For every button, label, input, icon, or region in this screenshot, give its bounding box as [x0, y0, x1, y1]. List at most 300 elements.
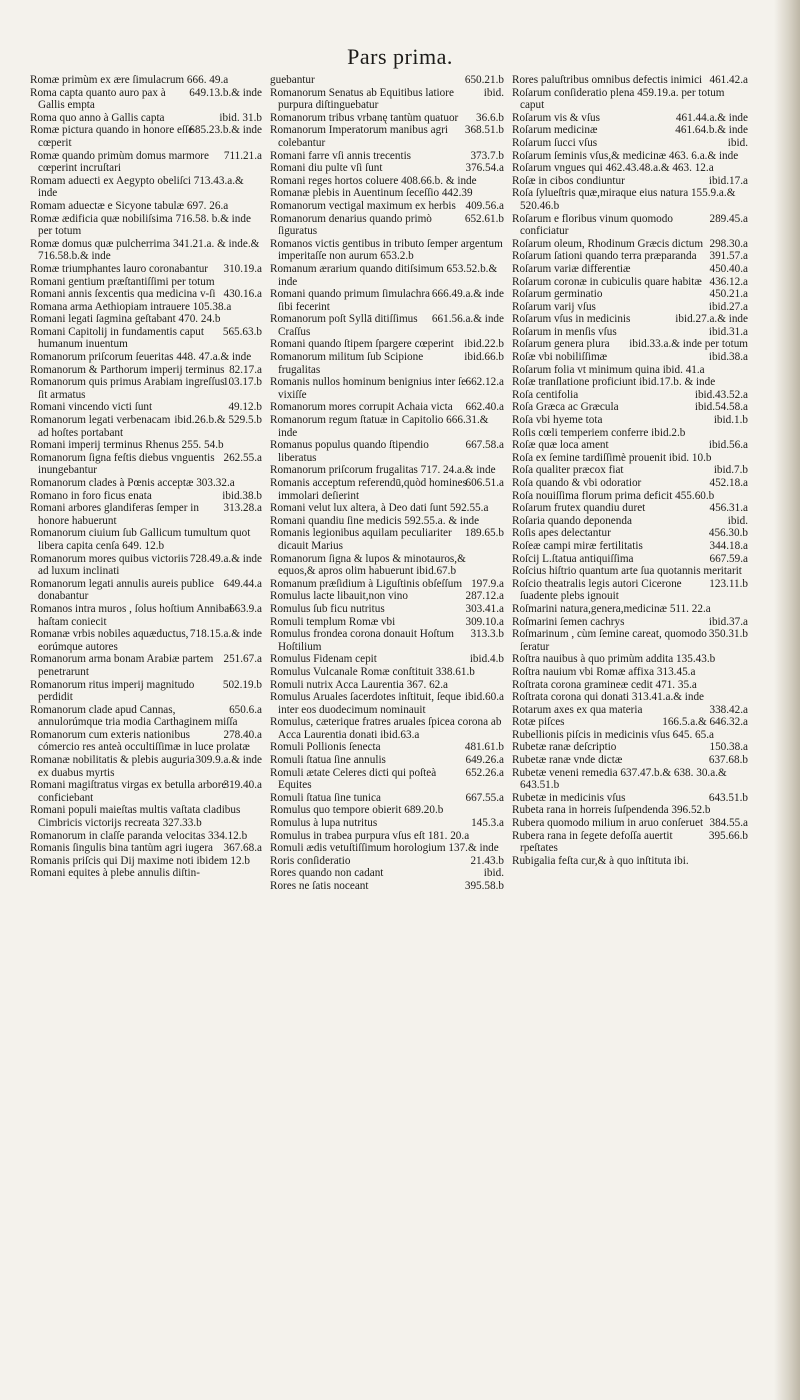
index-entry-text: Roſarum coronæ in cubiculis quare habitæ	[512, 275, 702, 288]
index-entry-text: Romulus ſub ficu nutritus	[270, 602, 385, 615]
index-entry-text: Romuli ædis vetuſtiſſimum horologium 137.& inde	[270, 842, 499, 855]
index-entry-reference: ibid.43.52.a	[694, 388, 748, 401]
index-entry-text: Roſarum ſationi quando terra præparanda	[512, 250, 697, 263]
index-entry-text: Romanis legionibus aquilam peculiariter dicauit Marius	[270, 527, 452, 552]
index-entry	[512, 691, 748, 704]
index-entry-text: Rubetæ ranæ deſcriptio	[512, 741, 617, 754]
index-entry-text: Romanorum denarius quando primò ſiguratus	[270, 212, 432, 238]
index-entry-reference: 310.19.a	[223, 262, 262, 275]
index-entry-text: Roſarum in menſis vſus	[512, 325, 617, 338]
index-entry-reference: 450.40.a	[709, 262, 748, 275]
index-entry-text: Romæ triumphantes lauro coronabantur	[30, 262, 209, 275]
index-entry	[512, 540, 748, 553]
index-entry-reference: ibid.38.a	[708, 351, 748, 364]
index-entry	[512, 187, 748, 212]
index-entry	[270, 150, 504, 163]
index-entry-reference: ibid.	[483, 86, 504, 99]
index-column-1	[30, 74, 262, 1394]
index-entry	[270, 616, 504, 629]
index-entry	[30, 704, 262, 729]
index-entry	[270, 578, 504, 591]
index-entry-reference: 395.58.b	[464, 880, 504, 892]
index-entry	[30, 351, 262, 364]
index-entry	[270, 842, 504, 855]
index-entry	[512, 553, 748, 566]
index-entry-reference: ibid.	[727, 514, 748, 527]
index-entry-text: Roſa Græca ac Græcula	[512, 401, 619, 414]
index-entry-text: Rubeta rana in horreis ſuſpendenda 396.52.b	[512, 804, 711, 817]
index-entry-text: Roſarum e floribus vinum quomodo conficiatur	[512, 212, 673, 238]
index-entry-text: Romanorum Imperatorum manibus agri colebantur	[270, 124, 449, 149]
index-entry	[270, 855, 504, 868]
index-entry-text: Romuli nutrix Acca Laurentia 367. 62.a	[270, 678, 449, 691]
index-entry	[512, 716, 748, 729]
index-entry	[270, 628, 504, 653]
index-entry	[512, 427, 748, 440]
index-entry-text: Romani imperij terminus Rhenus 255. 54.b	[30, 439, 224, 452]
index-entry	[512, 74, 748, 87]
index-entry-text: Roſtrata corona gramineæ cedit 471. 35.a	[512, 678, 697, 691]
index-entry	[30, 414, 262, 439]
index-entry	[512, 855, 748, 868]
index-entry-reference: ibid.27.a.& inde	[675, 313, 748, 326]
index-entry-reference: 338.42.a	[709, 703, 748, 716]
index-entry	[30, 804, 262, 829]
index-entry-text: Rubera rana in ſegete defoſſa auertit rpeſtates	[512, 829, 673, 855]
index-entry-text: Romani reges hortos coluere 408.66.b. & inde	[270, 174, 477, 187]
index-entry-reference: 452.18.a	[709, 477, 748, 489]
index-entry-text: Roſmarini ſemen cachrys	[512, 615, 625, 628]
index-entry-text: Rubetæ ranæ vnde dictæ	[512, 754, 623, 767]
index-entry-reference: 667.58.a	[465, 439, 504, 452]
index-entry-text: Romuli ſtatua ſine annulis	[270, 754, 386, 767]
index-entry-reference: 649.44.a	[223, 577, 262, 590]
index-entry-text: Romæ quando primùm domus marmore cœperint incruſtari	[30, 149, 209, 175]
index-entry-text: Romanorum priſcorum ſeueritas 448. 47.a.& inde	[30, 351, 252, 364]
index-entry-text: Romani velut lux altera, à Deo dati ſunt 592.55.a	[270, 502, 489, 515]
index-entry-reference: 145.3.a	[471, 817, 504, 830]
index-entry-reference: 456.30.b	[708, 527, 748, 540]
index-entry	[30, 628, 262, 653]
index-entry-text: Roſa qualiter præcox fiat	[512, 464, 624, 477]
index-entry-reference: 649.26.a	[465, 754, 504, 767]
index-entry-reference: 313.3.b	[470, 628, 504, 641]
index-entry	[512, 830, 748, 855]
index-entry-text: Romanos intra muros , ſolus hoſtium Annibal haſtam coniecit	[30, 602, 233, 628]
index-entry-text: Roſarum frutex quandiu duret	[512, 502, 646, 515]
index-entry-text: Romanos victis gentibus in tributo ſemper argentum imperitaſſe non aurum 653.2.b	[270, 237, 503, 263]
index-entry-reference: 606.51.a	[465, 477, 504, 489]
index-entry	[270, 527, 504, 552]
index-entry	[270, 767, 504, 792]
index-entry	[30, 653, 262, 678]
index-entry	[30, 490, 262, 503]
index-entry	[512, 464, 748, 477]
index-entry-reference: ibid.66.b	[464, 351, 504, 364]
index-entry-reference: 450.21.a	[709, 288, 748, 301]
index-entry	[512, 439, 748, 452]
index-entry-text: Roſtra nauium vbi Romæ affixa 313.45.a	[512, 665, 696, 678]
index-entry-reference: 395.66.b	[708, 829, 748, 842]
index-entry	[512, 238, 748, 251]
index-entry-reference: 303.41.a	[465, 602, 504, 615]
index-entry-reference: 409.56.a	[465, 199, 504, 212]
index-entry	[30, 124, 262, 149]
index-entry-text: Romanæ plebis in Auentinum ſeceſſio 442.39	[270, 187, 473, 200]
index-entry	[30, 729, 262, 754]
index-entry-text: Roſa centifolia	[512, 388, 579, 401]
index-entry	[30, 301, 262, 314]
index-entry	[512, 124, 748, 137]
index-entry-reference: 197.9.a	[471, 577, 504, 590]
index-entry-text: Romanæ vrbis nobiles aquæductus, eorúmque autores	[30, 628, 189, 653]
index-entry	[512, 565, 748, 578]
index-entry	[512, 477, 748, 490]
index-entry-text: guebantur	[270, 74, 315, 86]
index-entry	[270, 238, 504, 263]
index-entry-reference: ibid.	[727, 136, 748, 149]
index-entry	[512, 754, 748, 767]
index-entry-reference: ibid.56.a	[708, 439, 748, 452]
index-entry	[270, 679, 504, 692]
index-entry-text: Roſarum vngues qui 462.43.48.a.& 463. 12.a	[512, 162, 714, 175]
index-entry	[30, 842, 262, 855]
index-entry	[270, 515, 504, 528]
index-entry-reference: 461.44.a.& inde	[675, 111, 748, 124]
index-entry-text: Rubetæ in medicinis vſus	[512, 791, 626, 804]
index-entry	[512, 792, 748, 805]
index-entry	[30, 313, 262, 326]
index-entry	[270, 880, 504, 893]
index-entry-text: Roma quo anno à Gallis capta	[30, 111, 165, 124]
index-entry-text: Romanorum clade apud Cannas, annulorúmque tria modia Carthaginem miſſa	[30, 703, 238, 729]
index-entry-text: Romanis nullos hominum benignius inter ſe vixiſſe	[270, 376, 467, 401]
index-entry	[270, 867, 504, 880]
index-entry-reference: 21.43.b	[470, 854, 504, 867]
index-entry-text: Roſarum variæ differentiæ	[512, 262, 631, 275]
index-entry	[512, 578, 748, 603]
index-entry-text: Romulus, cæterique fratres aruales ſpicea corona ab Acca Laurentia donati ibid.63.a	[270, 716, 502, 741]
index-entry-text: Roſarum oleum, Rhodinum Græcis dictum	[512, 237, 704, 250]
index-entry	[512, 527, 748, 540]
index-entry-text: Romanorum regum ſtatuæ in Capitolio 666.31.& inde	[270, 414, 489, 439]
index-entry	[270, 691, 504, 716]
index-entry	[30, 452, 262, 477]
index-entry-text: Romanorum legati annulis aureis publice donabantur	[30, 577, 214, 603]
index-entry-reference: 661.56.a.& inde	[431, 313, 504, 326]
index-entry	[512, 150, 748, 163]
index-entry-text: Romanorum poſt Syllā ditiſſimus Craſſus	[270, 313, 418, 338]
index-entry-text: Romanorum ritus imperij magnitudo perdidit	[30, 678, 195, 704]
index-entry-text: Romanorum vectigal maximum ex herbis	[270, 199, 456, 212]
index-entry	[512, 376, 748, 389]
index-entry	[512, 301, 748, 314]
index-entry	[30, 238, 262, 263]
index-entry-reference: 565.63.b	[222, 325, 262, 338]
index-entry	[30, 578, 262, 603]
index-entry-reference: 309.10.a	[465, 615, 504, 628]
index-entry-text: Romam aduecti ex Aegypto obeliſci 713.43.a.& inde	[30, 174, 244, 200]
index-entry-text: Romanorum ciuium ſub Gallicum tumultum quot libera capita cenſa 649. 12.b	[30, 527, 251, 552]
index-entry-text: Roſcij L.ſtatua antiquiſſima	[512, 552, 634, 565]
index-entry	[270, 112, 504, 125]
index-entry	[270, 830, 504, 843]
index-entry-reference: 650.6.a	[229, 703, 262, 716]
index-entry	[512, 502, 748, 515]
index-entry	[30, 855, 262, 868]
index-entry	[270, 124, 504, 149]
index-entry-reference: 461.42.a	[709, 74, 748, 86]
index-entry	[512, 389, 748, 402]
index-entry-reference: ibid.27.a	[708, 300, 748, 313]
index-entry	[512, 653, 748, 666]
index-entry	[30, 867, 262, 880]
index-entry-text: Roſa quando & vbi odoratior	[512, 477, 642, 489]
index-entry-text: Romanorum cum exteris nationibus cómercio res anteà occultiſſimæ in luce prolatæ	[30, 728, 250, 754]
index-entry	[270, 74, 504, 87]
index-entry-reference: 650.21.b	[464, 74, 504, 86]
index-entry-reference: 502.19.b	[222, 678, 262, 691]
index-entry-reference: 36.6.b	[476, 111, 504, 124]
index-entry	[512, 213, 748, 238]
index-entry	[270, 351, 504, 376]
index-entry	[512, 804, 748, 817]
index-entry-text: Romulus à lupa nutritus	[270, 817, 378, 830]
index-entry	[270, 87, 504, 112]
index-column-3	[512, 74, 748, 1394]
index-entry	[30, 779, 262, 804]
index-entry-reference: 350.31.b	[708, 628, 748, 641]
index-entry-reference: ibid.22.b	[464, 338, 504, 351]
index-entry	[270, 603, 504, 616]
index-entry-reference: 667.55.a	[465, 791, 504, 804]
index-entry	[512, 338, 748, 351]
index-entry-text: Roſæ quæ loca ament	[512, 439, 609, 452]
index-entry-text: Rores quando non cadant	[270, 867, 384, 880]
index-entry-reference: 711.21.a	[223, 149, 262, 162]
index-entry-reference: 82.17.a	[229, 363, 262, 376]
index-entry-reference: 666.49.a.& inde	[431, 288, 504, 301]
index-entry	[30, 74, 262, 87]
index-entry-reference: ibid.54.58.a	[694, 401, 748, 414]
index-entry-text: Roma capta quanto auro pax à Gallis empta	[30, 86, 166, 112]
index-entry-text: Romuli templum Romæ vbi	[270, 615, 396, 628]
index-entry-text: Roſa ſylueſtris quæ,miraque eius natura 155.9.a.& 520.46.b	[512, 187, 736, 212]
index-entry	[30, 679, 262, 704]
index-entry-reference: 368.51.b	[464, 124, 504, 137]
index-entry-text: Roſtrata corona qui donati 313.41.a.& inde	[512, 691, 705, 704]
index-entry-text: Romulus lacte libauit,non vino	[270, 590, 408, 603]
index-entry	[512, 616, 748, 629]
index-entry-text: Roſeæ campi miræ fertilitatis	[512, 539, 643, 552]
index-entry-reference: 436.12.a	[709, 275, 748, 288]
index-entry-text: Roſæ tranſlatione proficiunt ibid.17.b. & inde	[512, 376, 716, 389]
index-entry-reference: ibid.4.b	[469, 653, 504, 666]
index-entry-text: Roris conſideratio	[270, 854, 351, 867]
index-entry	[30, 401, 262, 414]
index-entry-reference: 166.5.a.& 646.32.a	[662, 716, 748, 729]
index-entry	[30, 276, 262, 289]
index-entry-reference: 481.61.b	[464, 741, 504, 754]
index-entry-reference: 728.49.a.& inde	[189, 552, 262, 565]
index-entry	[270, 162, 504, 175]
index-entry	[270, 213, 504, 238]
index-entry	[512, 704, 748, 717]
index-entry-text: Romulus in trabea purpura vſus eſt 181. 20.a	[270, 829, 470, 842]
index-entry-text: Rubera quomodo milium in aruo conſeruet	[512, 817, 704, 830]
index-entry	[512, 351, 748, 364]
index-entry-reference: 637.68.b	[708, 754, 748, 767]
index-entry-text: Roſarum conſideratio plena 459.19.a. per totum caput	[512, 86, 725, 112]
index-entry-text: Roſaria quando deponenda	[512, 514, 632, 527]
index-entry-text: Romani equites à plebe annulis diſtin-	[30, 867, 200, 880]
index-entry-text: Romani farre vſi annis trecentis	[270, 149, 412, 162]
index-entry-text: Romæ pictura quando in honore eſſe cœperit	[30, 124, 194, 149]
index-entry-text: Roſarum germinatio	[512, 288, 603, 301]
index-entry-text: Romani quando ſtipem ſpargere cœperint	[270, 338, 454, 351]
index-entry-reference: ibid.1.b	[713, 414, 748, 427]
index-entry-reference: ibid.33.a.& inde per totum	[629, 338, 748, 351]
index-entry	[30, 477, 262, 490]
index-entry-text: Roſis apes delectantur	[512, 527, 611, 540]
index-entry	[270, 401, 504, 414]
index-entry	[30, 439, 262, 452]
index-entry	[512, 628, 748, 653]
index-entry-reference: ibid.31.a	[708, 325, 748, 338]
index-entry	[30, 263, 262, 276]
index-entry-text: Romanis ſingulis bina tantùm agri iugera	[30, 842, 214, 855]
index-entry	[512, 603, 748, 616]
index-entry	[512, 326, 748, 339]
index-entry-text: Romani quando primum ſimulachra ſibi fecerint	[270, 288, 431, 313]
index-entry-text: Romanorum mores quibus victoriis ad luxum inclinati	[30, 552, 189, 578]
index-entry	[30, 364, 262, 377]
index-entry	[512, 729, 748, 742]
index-entry-reference: 662.12.a	[465, 376, 504, 389]
index-entry-reference: ibid.37.a	[708, 615, 748, 628]
index-entry-text: Romanorum militum ſub Scipione frugalitas	[270, 351, 424, 376]
index-entry-reference: 456.31.a	[709, 502, 748, 515]
index-entry	[270, 590, 504, 603]
index-entry-reference: 189.65.b	[464, 527, 504, 540]
index-entry	[512, 112, 748, 125]
index-entry-reference: 262.55.a	[223, 451, 262, 464]
index-entry	[512, 137, 748, 150]
index-entry	[512, 263, 748, 276]
index-entry	[30, 175, 262, 200]
index-entry	[270, 338, 504, 351]
index-entry	[270, 200, 504, 213]
index-entry-text: Roſis cœli temperiem conferre ibid.2.b	[512, 426, 686, 439]
index-entry-reference: 662.40.a	[465, 401, 504, 414]
index-entry-reference: 298.30.a	[709, 237, 748, 250]
index-entry-text: Romani Capitolij in fundamentis caput humanum inuentum	[30, 325, 205, 351]
index-entry-text: Romani vincendo victi ſunt	[30, 401, 153, 414]
index-entry	[30, 603, 262, 628]
index-entry	[270, 792, 504, 805]
index-entry	[270, 464, 504, 477]
index-entry-reference: 667.59.a	[709, 552, 748, 565]
index-entry-text: Roſmarinum , cùm ſemine careat, quomodo ſeratur	[512, 628, 707, 653]
index-entry	[270, 804, 504, 817]
index-entry-reference: 652.26.a	[465, 766, 504, 779]
index-entry	[30, 754, 262, 779]
index-entry-reference: 150.38.a	[709, 741, 748, 754]
index-entry-reference: 367.68.a	[223, 842, 262, 855]
index-entry-reference: 251.67.a	[223, 653, 262, 666]
index-entry	[30, 527, 262, 552]
index-entry-reference: 103.17.b	[222, 376, 262, 389]
index-entry-text: Romanum ærarium quando ditiſsimum 653.52.b.& inde	[270, 262, 498, 288]
index-entry-reference: 391.57.a	[709, 250, 748, 263]
index-entry-reference: 652.61.b	[464, 212, 504, 225]
index-entry-text: Romulus Fidenam cepit	[270, 653, 377, 666]
index-entry-text: Romanorum clades à Pœnis acceptæ 303.32.a	[30, 477, 235, 489]
index-entry-reference: ibid.38.b	[222, 489, 262, 502]
index-entry-text: Rotarum axes ex qua materia	[512, 703, 643, 716]
index-entry	[512, 741, 748, 754]
index-entry	[270, 754, 504, 767]
index-entry-text: Romanorum in claſſe paranda velocitas 334.12.b	[30, 829, 248, 842]
index-entry-text: Roſarum medicinæ	[512, 124, 598, 137]
index-entry-text: Romulus Aruales ſacerdotes inſtituit, ſeque inter eos duodecimum nominauit	[270, 691, 462, 716]
index-entry-text: Rubigalia feſta cur,& à quo inſtituta ibi.	[512, 854, 689, 867]
index-entry-reference: ibid.	[483, 867, 504, 880]
index-entry-text: Romani gentium præſtantiſſimi per totum	[30, 275, 215, 288]
index-entry-reference: 344.18.a	[709, 539, 748, 552]
index-entry-text: Romuli ſtatua ſine tunica	[270, 791, 381, 804]
index-entry	[512, 364, 748, 377]
index-entry	[512, 87, 748, 112]
index-entry	[512, 817, 748, 830]
index-entry	[512, 490, 748, 503]
index-entry-reference: 123.11.b	[709, 577, 748, 590]
index-entry-text: Romani diu pulte vſi ſunt	[270, 162, 383, 175]
index-entry-text: Roſarum ſeminis vſus,& medicinæ 463. 6.a.& inde	[512, 149, 739, 162]
index-entry-text: Romæ primùm ex ære ſimulacrum 666. 49.a	[30, 74, 229, 86]
index-entry	[270, 477, 504, 502]
index-entry-text: Rubellionis piſcis in medicinis vſus 645. 65.a	[512, 728, 714, 741]
index-entry	[270, 288, 504, 313]
index-entry-text: Roſa ex ſemine tardiſſimè prouenit ibid. 10.b	[512, 451, 712, 464]
index-entry-text: Romuli Pollionis ſenecta	[270, 741, 381, 754]
index-entry-reference: ibid.26.b.& 529.5.b	[174, 414, 262, 427]
index-entry-text: Romæ domus quæ pulcherrima 341.21.a. & inde.& 716.58.b.& inde	[30, 237, 260, 263]
index-entry-text: Rubetæ veneni remedia 637.47.b.& 638. 30.a.& 643.51.b	[512, 766, 727, 792]
index-entry	[30, 326, 262, 351]
index-entry-text: Roſtra nauibus à quo primùm addita 135.43.b	[512, 653, 716, 666]
index-entry-text: Romanorum ſigna feſtis diebus vnguentis inungebantur	[30, 451, 215, 477]
index-entry-text: Roſarum vis & vſus	[512, 111, 600, 124]
index-entry-text: Romanis acceptum referendū,quòd homines immolari deſierint	[270, 477, 467, 502]
index-entry	[30, 288, 262, 301]
index-entry-text: Romanorum arma bonam Arabiæ partem penetrarunt	[30, 653, 214, 678]
index-entry	[30, 200, 262, 213]
index-entry	[270, 741, 504, 754]
index-entry-text: Romanorum & Parthorum imperij terminus	[30, 363, 225, 376]
index-entry	[270, 313, 504, 338]
index-entry	[512, 679, 748, 692]
index-entry-text: Romanæ nobilitatis & plebis auguria ex duabus myrtis	[30, 754, 195, 779]
index-entry-text: Romani arbores glandiferas ſemper in honore habuerunt	[30, 502, 199, 527]
index-entry-text: Roſæ in cibos condiuntur	[512, 174, 625, 187]
index-entry-reference: 376.54.a	[465, 162, 504, 175]
index-entry-text: Romanorum ſigna & lupos & minotauros,& equos,& apros olim habuerunt ibid.67.b	[270, 552, 466, 578]
index-entry-text: Romulus Vulcanale Romæ conſtituit 338.61.b	[270, 665, 475, 678]
index-entry-text: Roſarum varij vſus	[512, 300, 596, 313]
index-entry-text: Roſcius hiſtrio quantum arte ſua quotannis meritarit	[512, 565, 742, 578]
index-entry-text: Romulus frondea corona donauit Hoſtum Hoſtilium	[270, 628, 454, 653]
